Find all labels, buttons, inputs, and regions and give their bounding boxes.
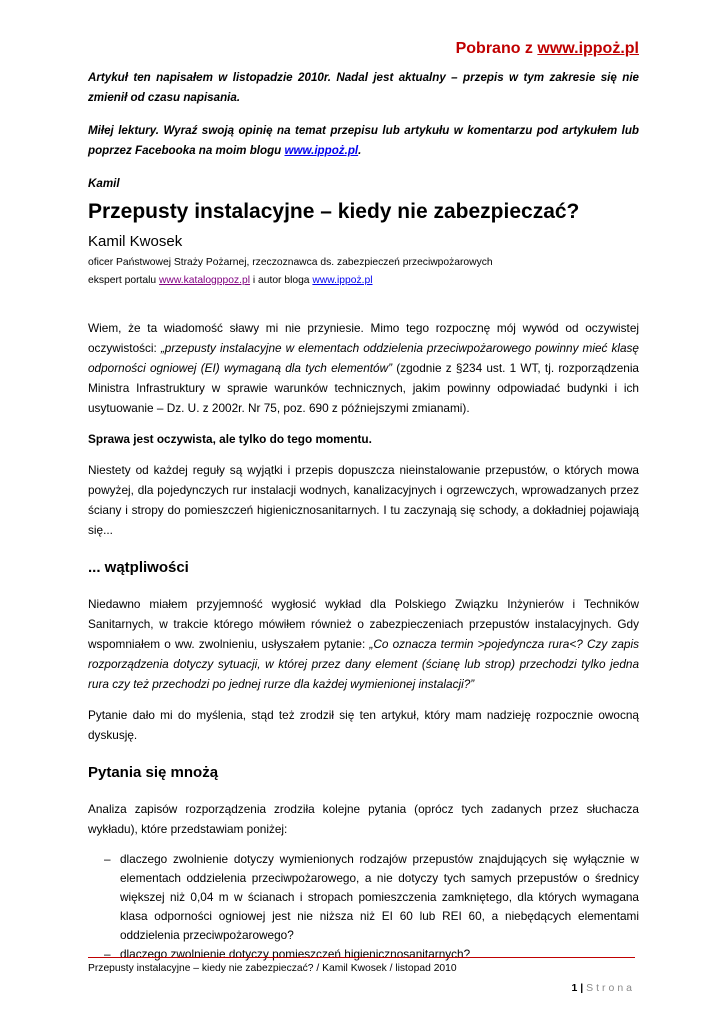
page-number [571, 982, 635, 994]
page-number-separator: | [577, 982, 587, 994]
section-heading-doubts: ... wątpliwości [88, 559, 189, 576]
body-paragraph-2: Sprawa jest oczywista, ale tylko do tego momentu. [88, 432, 372, 446]
intro-signature: Kamil [88, 177, 120, 190]
list-item [88, 945, 639, 964]
body-paragraph-3: Niestety od każdej reguły są wyjątki i przepis dopuszcza nieinstalowanie przepustów, o których mowa powyżej, dla pojedynczych rur instalacji wodnych, kanalizacyjnych i ogrzewczych, wprowadzanych przez ściany i stropy do pomieszczeń higienicznosanitarnych. I tu zaczynają się schody, a dokładniej pojawiają się... [88, 463, 639, 537]
body-paragraph-1-a: Wiem, że ta wiadomość sławy mi nie przyniesie. Mimo tego rozpocznę mój wywód od oczywistej oczywistości: [88, 321, 639, 355]
banner-url-link[interactable]: www.ippoż.pl [537, 40, 639, 57]
katalogppoz-link[interactable]: www.katalogppoz.pl [158, 275, 250, 286]
page-word: Strona [586, 982, 635, 994]
intro-note [88, 68, 639, 207]
banner-prefix: Pobrano z [455, 40, 538, 57]
section-heading-questions: Pytania się mnożą [88, 764, 219, 781]
body-paragraph-4-quote: „Co oznacza termin >pojedyncza rura<? Czy zapis rozporządzenia dotyczy sytuacji, w której przez dany element (ścianę lub strop) przechodzi tylko jedna rura czy też przechodzi po jednej rurze dla każdej wymienionej instalacji?” [88, 637, 639, 691]
list-dash: – [104, 852, 111, 866]
intro-paragraph-2-end: . [358, 144, 362, 157]
question-list [88, 850, 639, 964]
intro-paragraph-2-text: Miłej lektury. Wyraź swoją opinię na temat przepisu lub artykułu w komentarzu pod artykułem lub poprzez Facebooka na moim blogu [88, 124, 639, 157]
body-paragraph-1-quote: „przepusty instalacyjne w elementach oddzielenia przeciwpożarowego powinny mieć klasę odporności ogniowej (EI) wymaganą dla tych elementów” [88, 341, 639, 375]
credential-prefix: ekspert portalu [88, 275, 159, 286]
credential-line-2 [88, 272, 493, 290]
body-paragraph-1 [88, 318, 639, 418]
intro-paragraph-2 [88, 121, 639, 161]
author-credentials [88, 254, 493, 290]
list-item-text: dlaczego zwolnienie dotyczy wymienionych rodzajów przepustów znajdujących się wyłącznie w elementach oddzielenia przeciwpożarowego, a nie dotyczy tych samych przepustów o średnicy większej niż 0,04 m w ścianach i stropach pomieszczenia zamkniętego, dla których wymagana klasa odporności ogniowej jest nie niższa niż EI 60 lub REI 60, a niebędących elementami oddzielenia przeciwpożarowego? [120, 852, 639, 942]
footer-text: Przepusty instalacyjne – kiedy nie zabezpieczać? / Kamil Kwosek / listopad 2010 [88, 963, 457, 974]
article-author: Kamil Kwosek [88, 233, 183, 250]
page-number-value: 1 [571, 982, 578, 994]
body-paragraph-1-b: (zgodnie z §234 ust. 1 WT, tj. rozporządzenia Ministra Infrastruktury w sprawie warunków technicznych, jakim powinny odpowiadać budynki i ich usytuowanie – Dz. U. z 2002r. Nr 75, poz. 690 z późniejszymi zmianami). [88, 361, 639, 415]
body-paragraph-5: Pytanie dało mi do myślenia, stąd też zrodził się ten artykuł, który mam nadzieję rozpocznie owocną dyskusję. [88, 708, 639, 742]
body-paragraph-4 [88, 594, 639, 694]
credential-middle: i autor bloga [250, 275, 313, 286]
intro-paragraph-1: Artykuł ten napisałem w listopadzie 2010r. Nadal jest aktualny – przepis w tym zakresie się nie zmienił od czasu napisania. [88, 71, 639, 104]
blog-link[interactable]: www.ippoż.pl [284, 144, 359, 157]
footer-divider [88, 957, 635, 958]
body-paragraph-4-a: Niedawno miałem przyjemność wygłosić wykład dla Polskiego Związku Inżynierów i Techników Sanitarnych, w trakcie którego mówiłem również o zabezpieczeniach przepustów instalacyjnych. Gdy wspomniałem o ww. zwolnieniu, usłyszałem pytanie: [88, 597, 639, 651]
list-item-text: dlaczego zwolnienie dotyczy pomieszczeń higienicznosanitarnych? [120, 947, 471, 961]
list-item [88, 850, 639, 945]
list-dash: – [104, 947, 111, 961]
article-body [88, 318, 639, 964]
article-title: Przepusty instalacyjne – kiedy nie zabezpieczać? [88, 200, 580, 223]
credential-line-1: oficer Państwowej Straży Pożarnej, rzeczoznawca ds. zabezpieczeń przeciwpożarowych [88, 257, 493, 268]
body-paragraph-6: Analiza zapisów rozporządzenia zrodziła kolejne pytania (oprócz tych zadanych przez słuchacza wykładu), które przedstawiam poniżej: [88, 802, 639, 836]
ippoz-link[interactable]: www.ippoż.pl [312, 275, 373, 286]
download-banner [88, 40, 639, 58]
